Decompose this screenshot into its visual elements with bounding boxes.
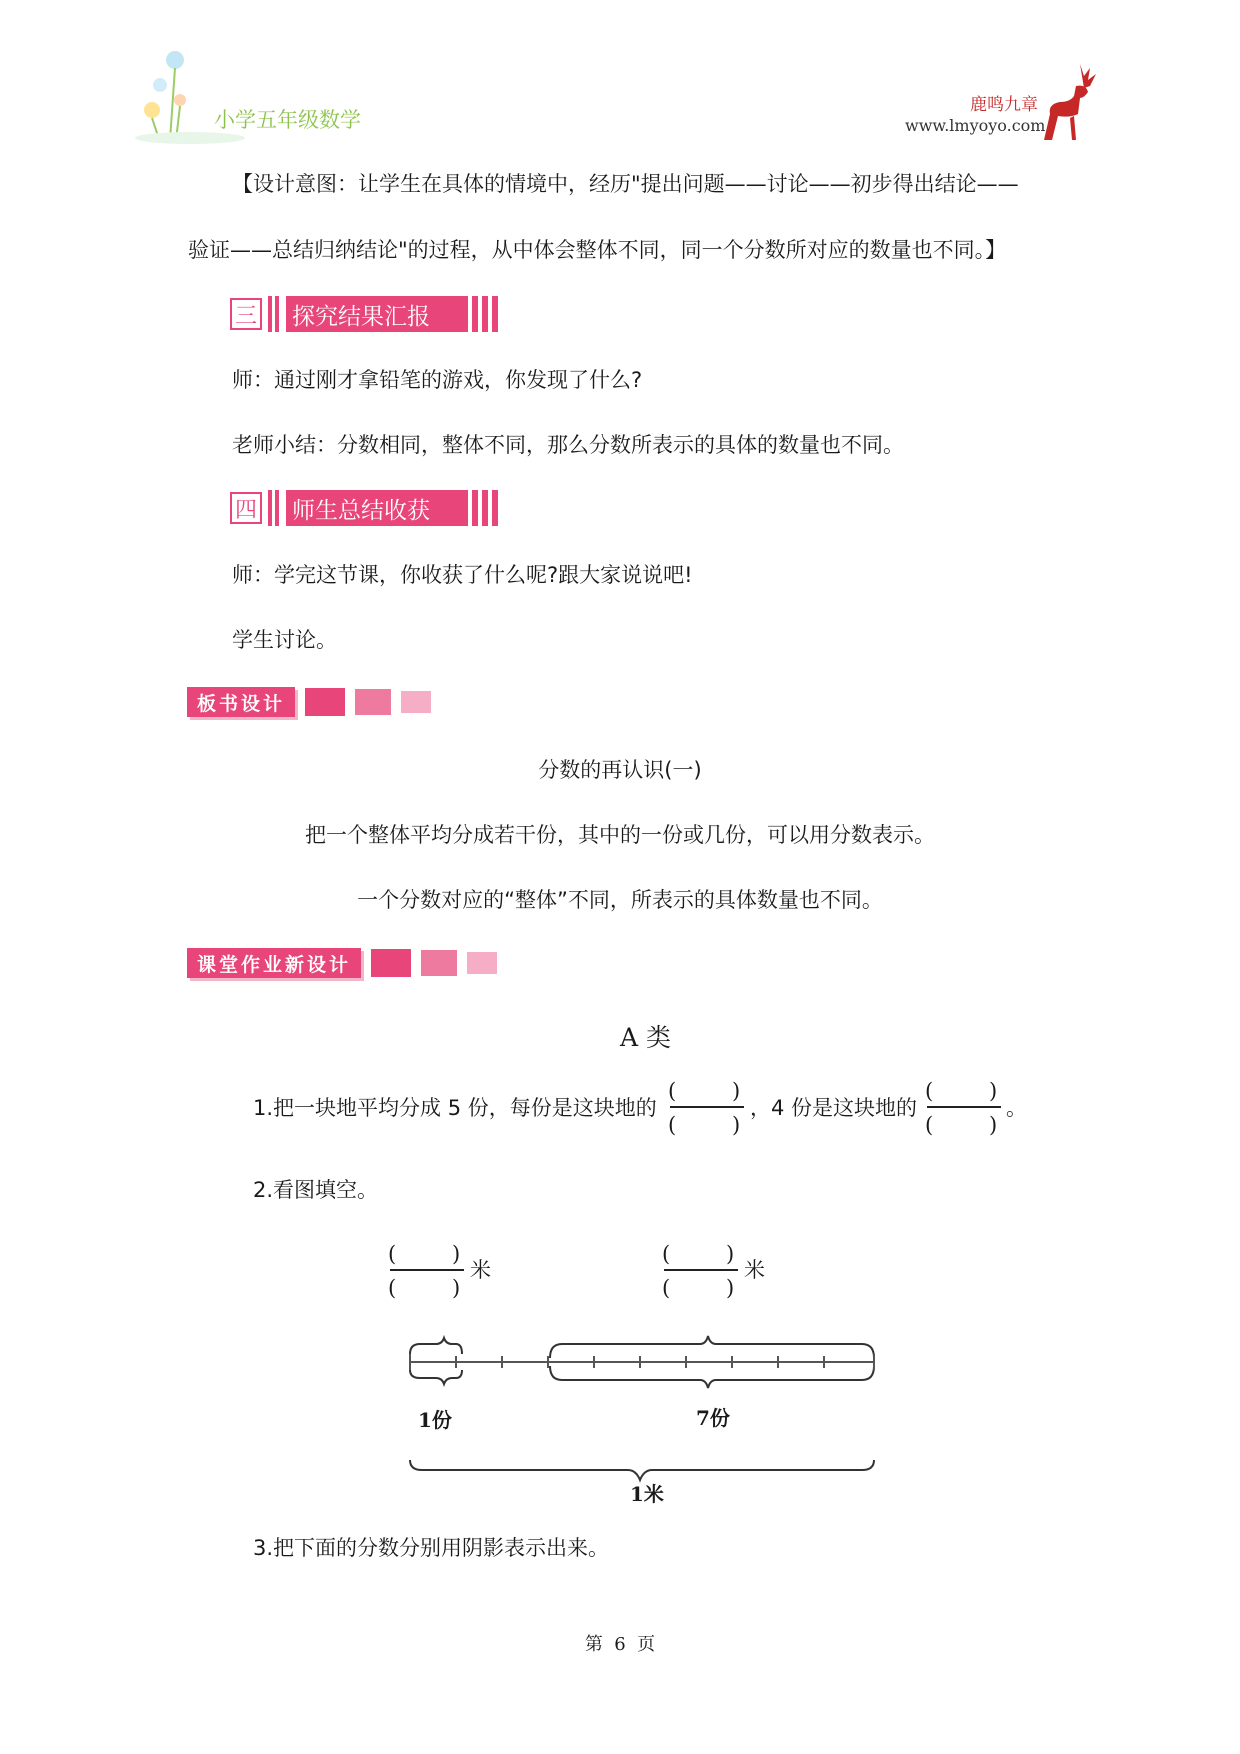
section-3-banner — [230, 296, 516, 332]
design-intent-line-2: 验证——总结归纳结论"的过程，从中体会整体不同，同一个分数所对应的数量也不同。】 — [188, 238, 1007, 262]
board-design-banner — [187, 685, 431, 719]
label-1-part: 1份 — [418, 1408, 452, 1432]
brace-1-part-bottom — [410, 1370, 462, 1384]
question-1-text-a: 1.把一块地平均分成 5 份，每份是这块地的 — [253, 1096, 657, 1120]
question-2-text: 2.看图填空。 — [253, 1178, 379, 1202]
section-4-paragraph-1: 师：学完这节课，你收获了什么呢?跟大家说说吧! — [232, 563, 693, 587]
board-line-2: 一个分数对应的“整体”不同，所表示的具体数量也不同。 — [357, 888, 883, 912]
section-3-paragraph-1: 师：通过刚才拿铅笔的游戏，你发现了什么? — [232, 368, 643, 392]
page-number: 第 6 页 — [584, 1634, 656, 1655]
question-1-fraction-blank-1[interactable]: ( ) ( ) — [668, 1075, 746, 1139]
banner-square-2 — [421, 950, 457, 976]
brace-1-part-top — [410, 1338, 462, 1354]
board-line-1: 把一个整体平均分成若干份，其中的一份或几份，可以用分数表示。 — [305, 823, 935, 847]
brand-right-name: 鹿鸣九章 — [970, 95, 1038, 115]
brand-right-url: www.lmyoyo.com — [905, 116, 1046, 135]
banner-square-3 — [401, 691, 431, 713]
section-4-banner — [230, 490, 516, 526]
question-1-fraction-blank-2[interactable]: ( ) ( ) — [925, 1075, 1003, 1139]
section-3-title: 探究结果汇报 — [286, 296, 468, 332]
brace-7-parts-bottom — [550, 1366, 874, 1388]
section-3-paragraph-2: 老师小结：分数相同，整体不同，那么分数所表示的具体的数量也不同。 — [232, 433, 904, 457]
board-title: 分数的再认识(一) — [538, 758, 702, 782]
section-3-number: 三 — [230, 298, 262, 330]
design-intent-line-1: 【设计意图：让学生在具体的情境中，经历"提出问题——讨论——初步得出结论—— — [232, 172, 1019, 196]
question-3-text: 3.把下面的分数分别用阴影表示出来。 — [253, 1536, 610, 1560]
section-3-stripes — [268, 296, 282, 332]
deer-logo-icon — [1040, 58, 1110, 142]
unit-meter-2: 米 — [744, 1258, 765, 1282]
unit-meter-1: 米 — [470, 1258, 491, 1282]
section-4-number: 四 — [230, 492, 262, 524]
homework-tag: 课堂作业新设计 — [187, 948, 361, 978]
question-1-text-b: ，4 份是这块地的 — [750, 1096, 918, 1120]
board-design-tag: 板书设计 — [187, 687, 295, 717]
section-4-title: 师生总结收获 — [286, 490, 468, 526]
category-title: A 类 — [620, 1023, 672, 1052]
question-2-fraction-blank-2[interactable]: ( ) ( ) — [662, 1238, 740, 1302]
section-4-paragraph-2: 学生讨论。 — [232, 628, 337, 652]
homework-banner — [187, 946, 497, 980]
question-2-fraction-blank-1[interactable]: ( ) ( ) — [388, 1238, 466, 1302]
brace-7-parts-top — [550, 1336, 874, 1358]
brand-left-text: 小学五年级数学 — [214, 108, 361, 132]
label-total: 1米 — [630, 1482, 664, 1506]
label-7-parts: 7份 — [696, 1406, 730, 1430]
banner-square-3 — [467, 952, 497, 974]
banner-square-1 — [371, 949, 411, 977]
banner-square-1 — [305, 688, 345, 716]
section-4-stripes — [268, 490, 282, 526]
banner-square-2 — [355, 689, 391, 715]
question-1-text-c: 。 — [1006, 1096, 1027, 1120]
brace-total — [410, 1460, 874, 1480]
section-3-tail — [472, 296, 502, 332]
section-4-tail — [472, 490, 502, 526]
